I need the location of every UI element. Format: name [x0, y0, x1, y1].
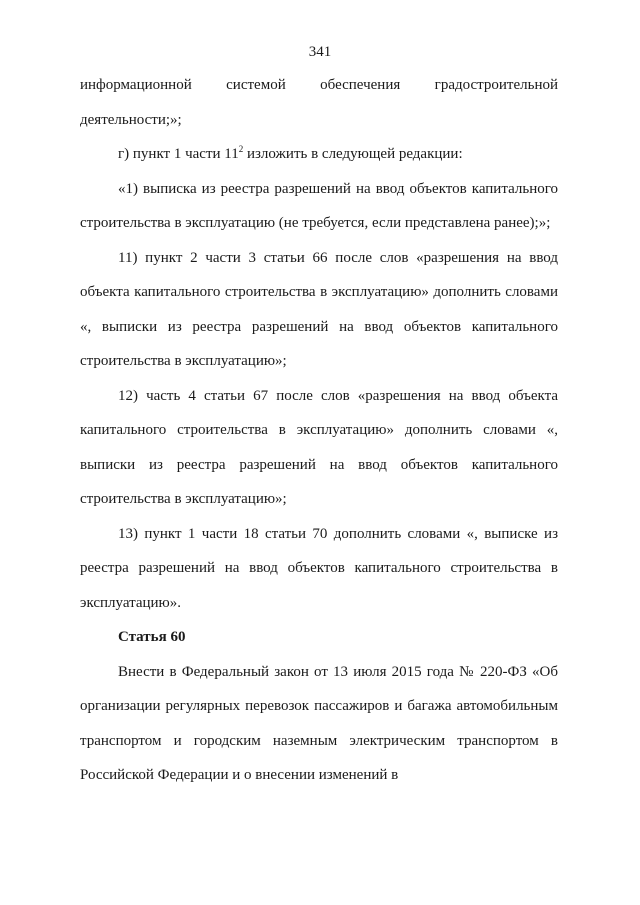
paragraph-article-60: Внести в Федеральный закон от 13 июля 2015 года № 220-ФЗ «Об организации регулярных перевозок пассажиров и багажа автомобильным транспортом и городским наземным электрическим транспортом в Российской Федерации и о внесении изменений в [80, 663, 558, 783]
article-heading: Статья 60 [118, 629, 186, 645]
paragraph-item-g-tail: изложить в следующей редакции: [243, 146, 463, 162]
superscript: 2 [238, 144, 244, 154]
paragraph-item-12: 12) часть 4 статьи 67 после слов «разрешения на ввод объекта капитального строительства в эксплуатацию» дополнить словами «, выписки из реестра разрешений на ввод объектов капитального строительства в эксплуатацию»; [80, 387, 558, 507]
paragraph-item-13: 13) пункт 1 части 18 статьи 70 дополнить словами «, выписке из реестра разрешений на ввод объектов капитального строительства в эксплуатацию». [80, 525, 558, 611]
page-number: 341 [308, 44, 332, 60]
paragraph-quote-1: «1) выписка из реестра разрешений на ввод объектов капитального строительства в эксплуатацию (не требуется, если представлена ранее);»; [80, 180, 558, 231]
paragraph-item-g-text: г) пункт 1 части 11 [118, 146, 239, 162]
paragraph-item-11: 11) пункт 2 части 3 статьи 66 после слов «разрешения на ввод объекта капитального строительства в эксплуатацию» дополнить словами «, выписки из реестра разрешений на ввод объектов капитального строительства в эксплуатацию»; [80, 249, 558, 369]
paragraph-continuation: информационной системой обеспечения градостроительной деятельности;»; [80, 77, 558, 128]
paragraph-item-g [80, 137, 558, 172]
document-body [80, 68, 558, 793]
